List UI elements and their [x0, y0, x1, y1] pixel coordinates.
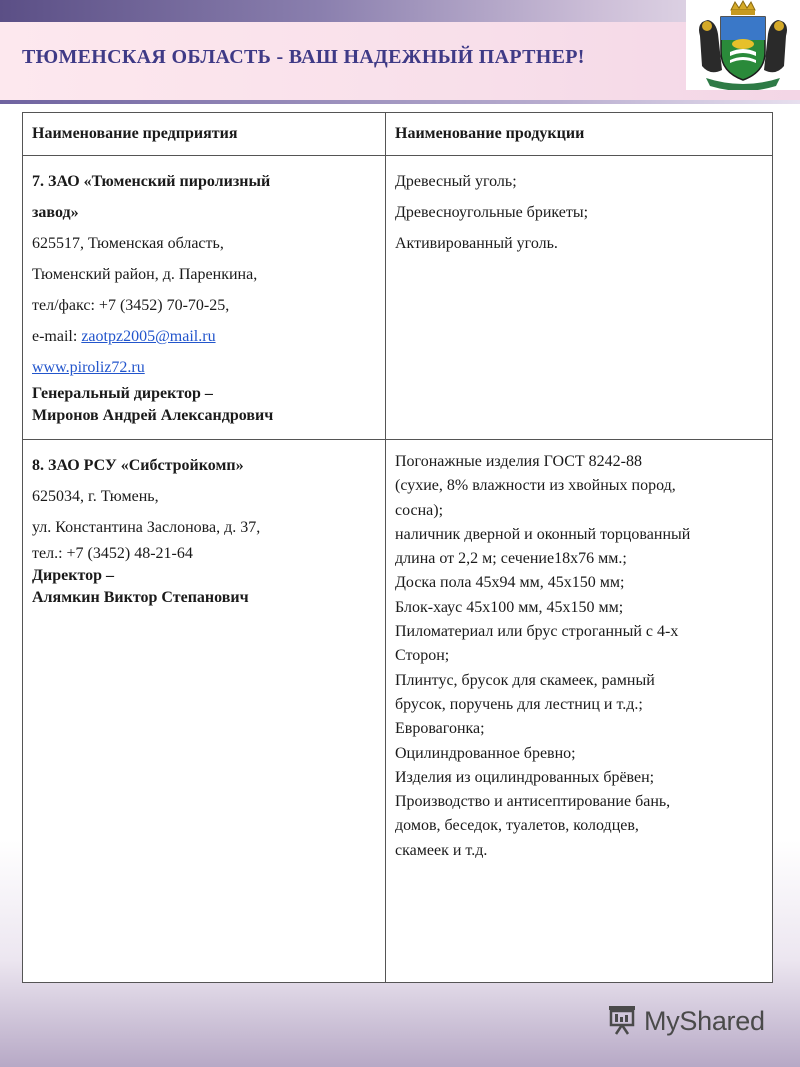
- director-role: Директор –: [32, 567, 114, 584]
- product-item: длина от 2,2 м; сечение18х76 мм.;: [395, 550, 627, 568]
- product-item: Производство и антисептирование бань,: [395, 793, 671, 811]
- products-cell: [386, 440, 773, 983]
- myshared-logo[interactable]: [606, 1004, 776, 1038]
- column-header-products: Наименование продукции: [386, 113, 773, 156]
- tyumen-coat-of-arms-icon: [686, 0, 800, 90]
- company-address: ул. Константина Заслонова, д. 37,: [32, 519, 261, 536]
- product-item: Изделия из оцилиндрованных брёвен;: [395, 768, 655, 786]
- email-link[interactable]: zaotpz2005@mail.ru: [81, 328, 216, 345]
- company-phone: тел/факс: +7 (3452) 70-70-25,: [32, 297, 230, 314]
- header-divider: [0, 100, 800, 104]
- director-role: Генеральный директор –: [32, 385, 213, 402]
- product-item: Активированный уголь.: [395, 235, 558, 252]
- product-item: Пиломатериал или брус строганный с 4-х: [395, 623, 679, 641]
- company-address: 625034, г. Тюмень,: [32, 488, 159, 505]
- product-item: Древесный уголь;: [395, 173, 517, 190]
- logo-text: MyShared: [644, 1005, 765, 1036]
- product-item: Доска пола 45х94 мм, 45х150 мм;: [395, 574, 625, 592]
- product-item: (сухие, 8% влажности из хвойных пород,: [395, 477, 676, 495]
- email-label: e-mail:: [32, 328, 82, 345]
- product-item: домов, беседок, туалетов, колодцев,: [395, 817, 639, 835]
- product-item: брусок, поручень для лестниц и т.д.;: [395, 695, 643, 713]
- company-phone: тел.: +7 (3452) 48-21-64: [32, 545, 193, 562]
- director-name: Миронов Андрей Александрович: [32, 407, 274, 424]
- products-cell: [386, 156, 773, 440]
- company-cell: [23, 440, 386, 983]
- product-item: скамеек и т.д.: [395, 841, 488, 859]
- product-item: Оцилиндрованное бревно;: [395, 744, 576, 762]
- top-band: [0, 0, 800, 22]
- director-name: Алямкин Виктор Степанович: [32, 589, 249, 606]
- company-address: 625517, Тюменская область,: [32, 235, 224, 252]
- page-title: ТЮМЕНСКАЯ ОБЛАСТЬ - ВАШ НАДЕЖНЫЙ ПАРТНЕР!: [22, 46, 585, 68]
- table-row: [23, 440, 773, 983]
- product-item: наличник дверной и оконный торцованный: [395, 525, 691, 543]
- company-email-row: [32, 321, 376, 352]
- product-item: Плинтус, брусок для скамеек, рамный: [395, 671, 655, 689]
- product-item: Евровагонка;: [395, 720, 485, 738]
- website-link[interactable]: www.piroliz72.ru: [32, 359, 145, 376]
- table-row: [23, 156, 773, 440]
- company-address: Тюменский район, д. Паренкина,: [32, 266, 258, 283]
- company-name: 7. ЗАО «Тюменский пиролизный: [32, 173, 271, 190]
- company-name: завод»: [32, 204, 79, 221]
- product-item: Блок-хаус 45х100 мм, 45х150 мм;: [395, 598, 624, 616]
- product-item: Погонажные изделия ГОСТ 8242-88: [395, 453, 642, 470]
- product-item: Древесноугольные брикеты;: [395, 204, 589, 221]
- product-item: Сторон;: [395, 647, 450, 665]
- column-header-enterprise: Наименование предприятия: [23, 113, 386, 156]
- enterprises-table: [22, 112, 773, 983]
- table-header-row: [23, 113, 773, 156]
- company-cell: [23, 156, 386, 440]
- projector-screen-icon: [606, 1003, 638, 1040]
- company-website-row: [32, 352, 376, 383]
- company-name: 8. ЗАО РСУ «Сибстройкомп»: [32, 457, 244, 474]
- product-item: сосна);: [395, 501, 444, 519]
